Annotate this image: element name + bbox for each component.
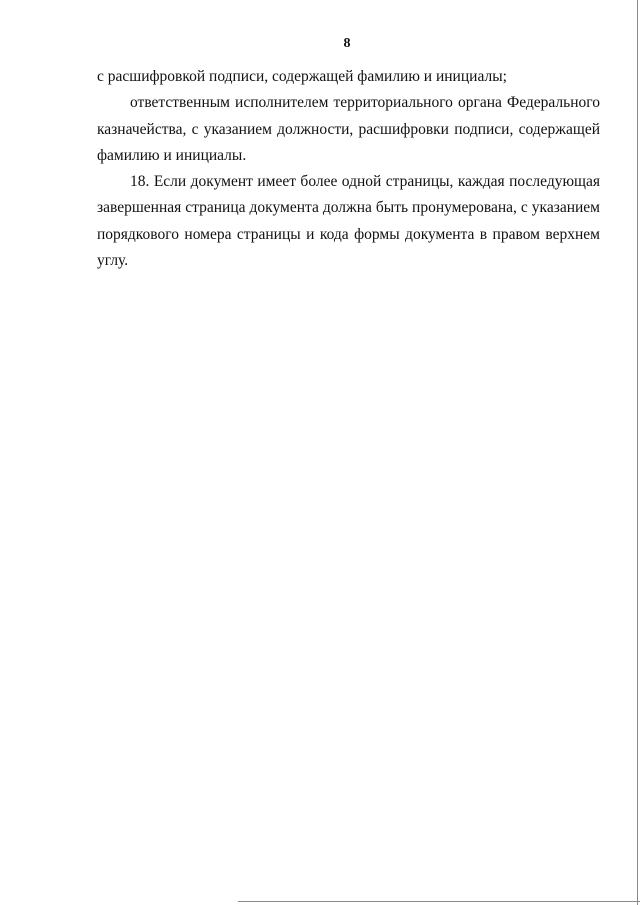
scan-edge-bottom: [238, 901, 640, 902]
paragraph-responsible-executor: ответственным исполнителем территориального органа Федерального казначейства, с указанием должности, расшифровки подписи, содержащей фамилию и инициалы.: [97, 94, 600, 164]
paragraph-signature-continuation: с расшифровкой подписи, содержащей фамилию и инициалы;: [97, 68, 507, 85]
paragraph-item-18: 18. Если документ имеет более одной страницы, каждая последующая завершенная страница документа должна быть пронумерована, с указанием порядкового номера страницы и кода формы документа в правом верхнем углу.: [97, 173, 600, 270]
document-body: [97, 64, 600, 274]
page-number: 8: [343, 36, 351, 51]
scan-edge-right: [637, 0, 638, 905]
